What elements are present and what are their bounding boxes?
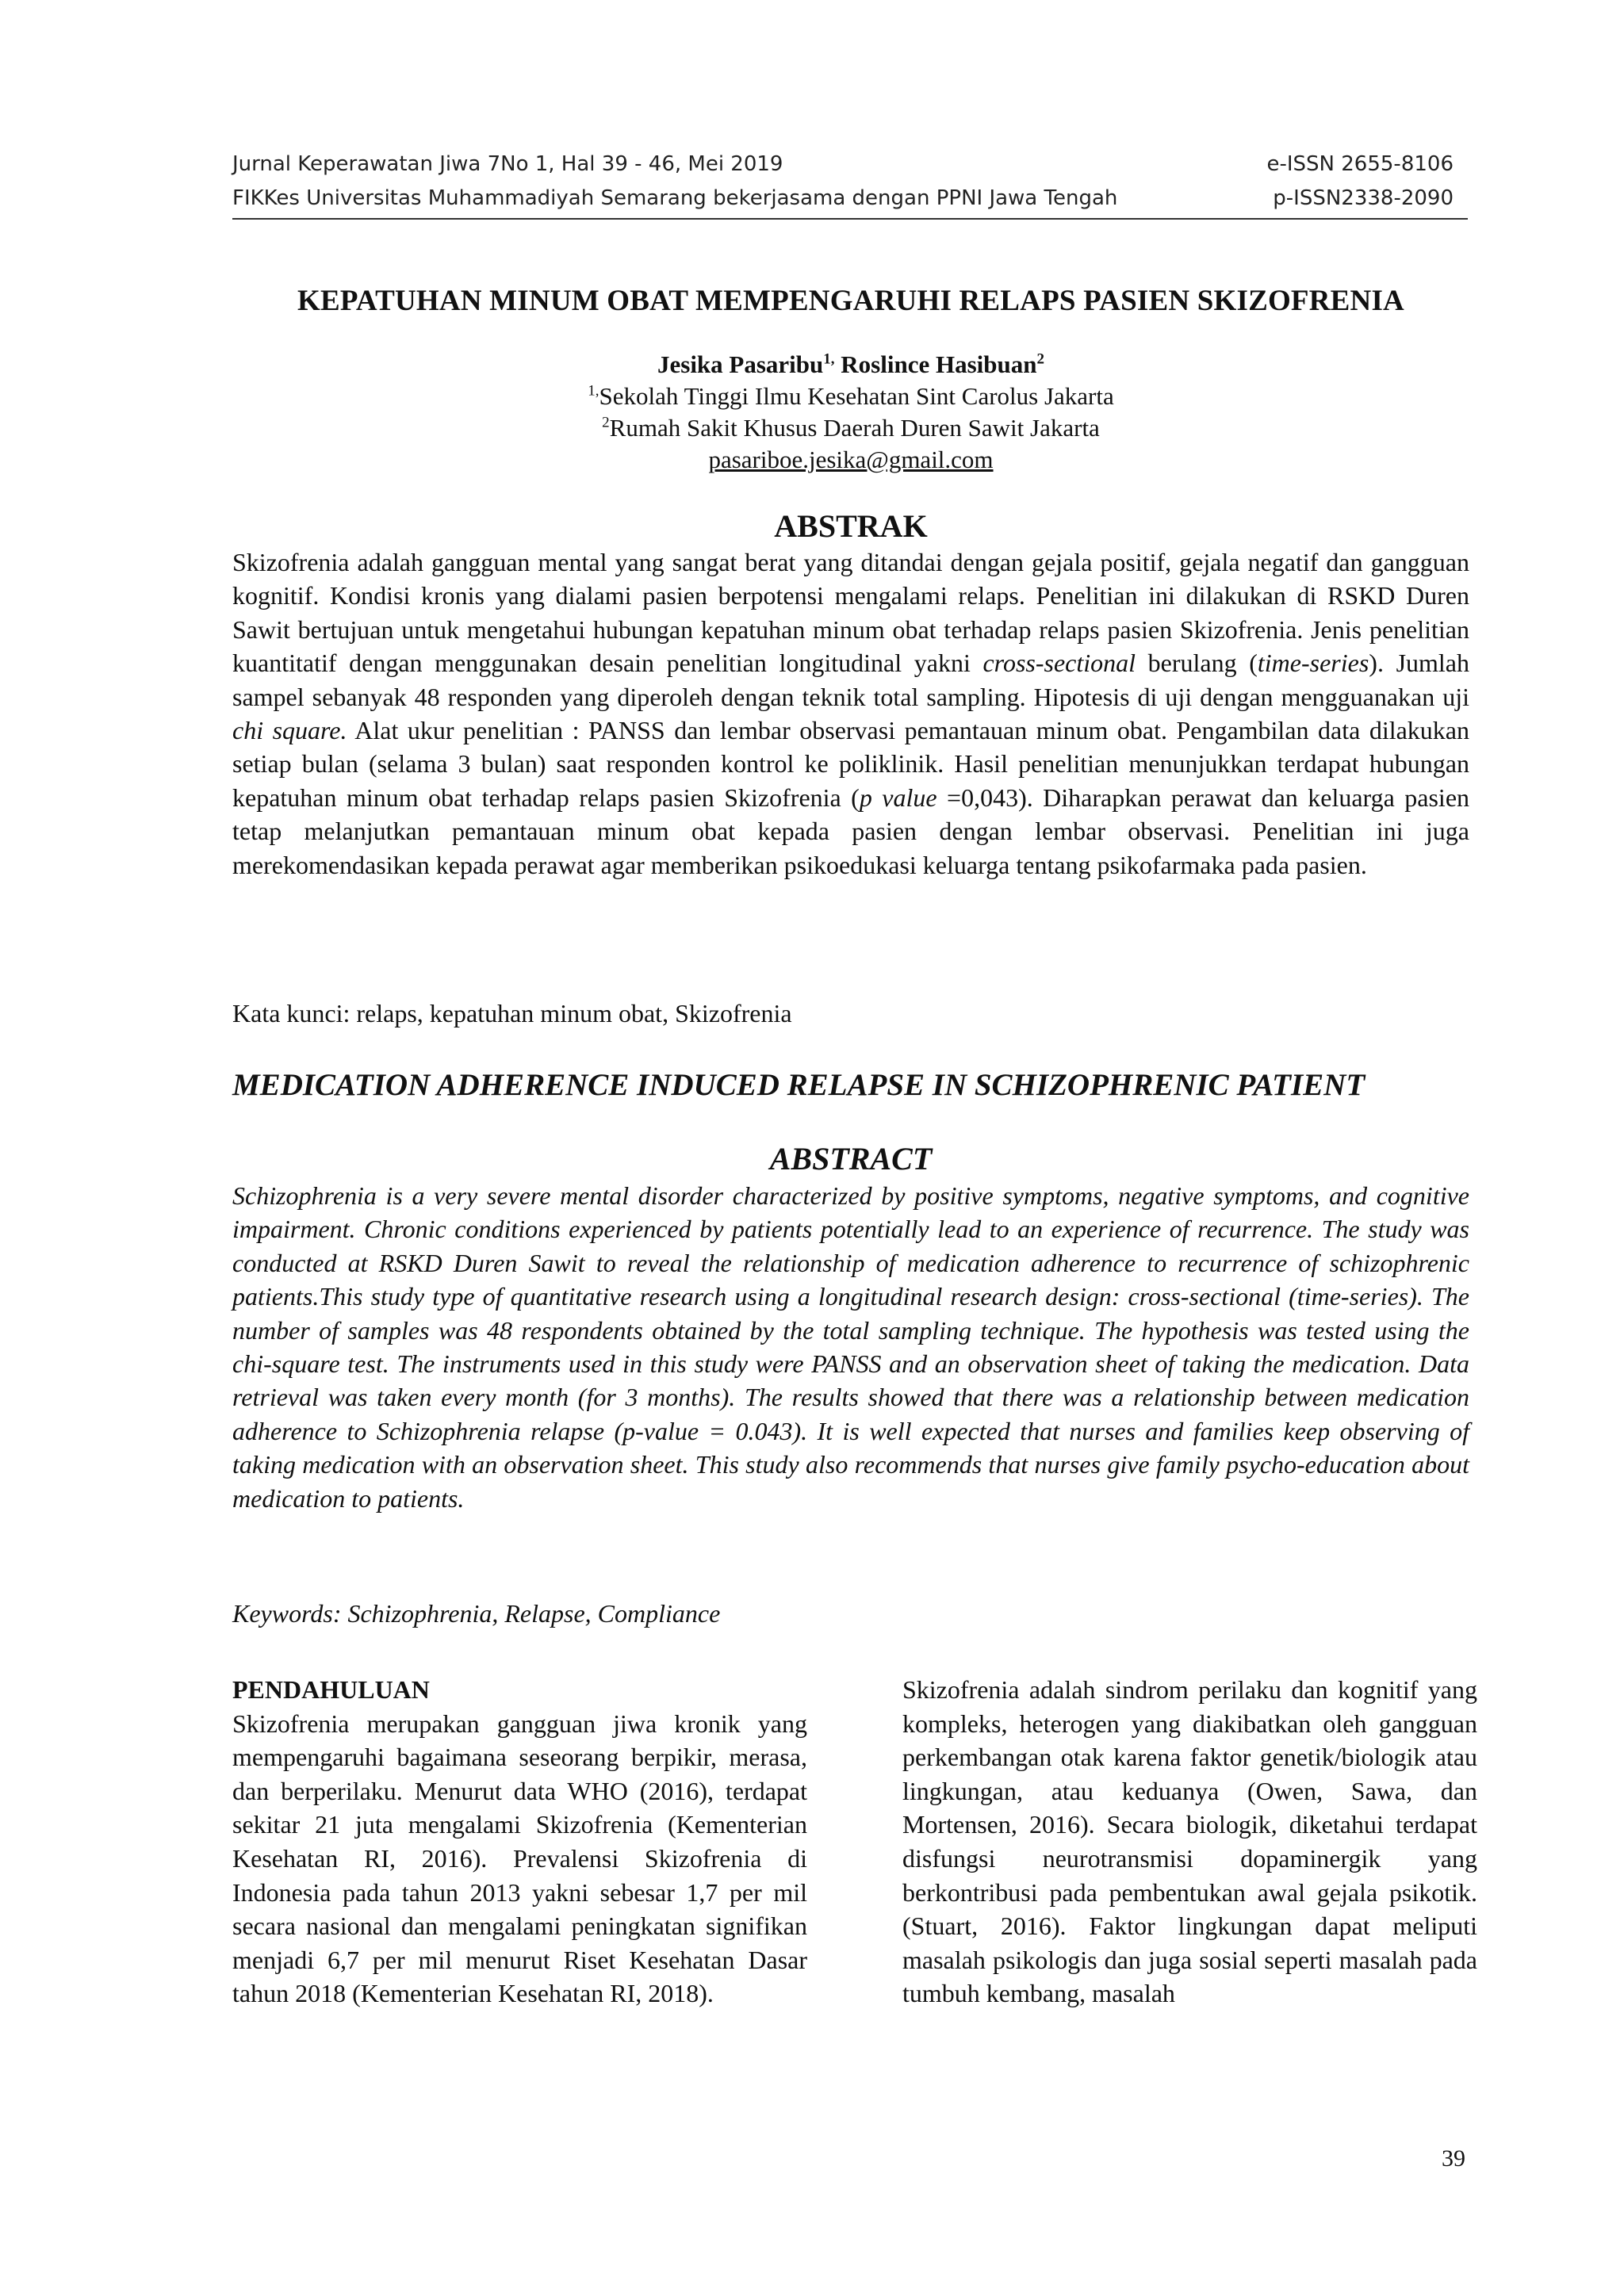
keywords: Keywords: Schizophrenia, Relapse, Compliance [232, 1599, 721, 1628]
header-rule [232, 218, 1468, 220]
affiliation-2: $^2$Rumah Sakit Khusus Daerah Duren Sawit Jakarta [602, 414, 1100, 442]
pendahuluan-left-text: Skizofrenia merupakan gangguan jiwa kronik yang mempengaruhi bagaimana seseorang berpikir, merasa, dan berperilaku. Menurut data WHO (2016), terdapat sekitar 21 juta mengalami Skizofrenia (Kementerian Kesehatan RI, 2016). Prevalensi Skizofrenia di Indonesia pada tahun 2013 yakni sebesar 1,7 per mil secara nasional dan mengalami peningkatan signifikan menjadi 6,7 per mil menurut Riset Kesehatan Dasar tahun 2018 (Kementerian Kesehatan RI, 2018). [232, 1709, 807, 2008]
author-2-sup: 2 [1036, 350, 1044, 368]
pendahuluan-heading: PENDAHULUAN [232, 1675, 430, 1704]
running-header-row-2 [232, 182, 1454, 216]
pissn: p-ISSN2338-2090 [1273, 186, 1454, 210]
abstrak-heading: ABSTRAK [774, 508, 928, 544]
article-title: KEPATUHAN MINUM OBAT MEMPENGARUHI RELAPS PASIEN SKIZOFRENIA [297, 285, 1404, 317]
english-title: MEDICATION ADHERENCE INDUCED RELAPSE IN SCHIZOPHRENIC PATIENT [232, 1068, 1365, 1102]
author-email[interactable]: pasariboe.jesika@gmail.com [708, 446, 994, 473]
publisher-line: FIKKes Universitas Muhammadiyah Semarang bekerjasama dengan PPNI Jawa Tengah [232, 186, 1118, 210]
running-header [232, 147, 1454, 216]
column-left [232, 1673, 807, 2011]
author-names [232, 349, 1469, 381]
kata-kunci: Kata kunci: relaps, kepatuhan minum obat, Skizofrenia [232, 999, 792, 1027]
abstract-body: Schizophrenia is a very severe mental disorder characterized by positive symptoms, negative symptoms, and cognitive impairment. Chronic conditions experienced by patients potentially lead to an experience of recurrence. The study was conducted at RSKD Duren Sawit to reveal the relationship of medication adherence to recurrence of schizophrenic patients.This study type of quantitative research using a longitudinal research design: cross-sectional (time-series). The number of samples was 48 respondents obtained by the total sampling technique. The hypothesis was tested using the chi-square test. The instruments used in this study were PANSS and an observation sheet of taking the medication. Data retrieval was taken every month (for 3 months). The results showed that there was a relationship between medication adherence to Schizophrenia relapse (p-value = 0.043). It is well expected that nurses and families keep observing of taking medication with an observation sheet. This study also recommends that nurses give family psycho-education about medication to patients. [232, 1181, 1469, 1513]
abstract-heading: ABSTRACT [769, 1141, 933, 1177]
author-1: Jesika Pasaribu [657, 350, 824, 378]
pendahuluan-right-text: Skizofrenia adalah sindrom perilaku dan kognitif yang kompleks, heterogen yang diakibatkan oleh gangguan perkembangan otak karena faktor genetik/biologik atau lingkungan, atau keduanya (Owen, Sawa, dan Mortensen, 2016). Secara biologik, diketahui terdapat disfungsi neurotransmisi dopaminergik yang berkontribusi pada pembentukan awal gejala psikotik. (Stuart, 2016). Faktor lingkungan dapat meliputi masalah psikologis dan juga sosial seperti masalah pada tumbuh kembang, masalah [902, 1675, 1477, 2008]
author-block [232, 349, 1469, 476]
affiliation-1: $^{1,}$Sekolah Tinggi Ilmu Kesehatan Sint Carolus Jakarta [588, 382, 1114, 410]
author-2: Roslince Hasibuan [841, 350, 1037, 378]
page-number: 39 [1442, 2145, 1465, 2172]
eissn: e-ISSN 2655-8106 [1266, 152, 1454, 176]
author-1-sup: 1, [823, 350, 835, 368]
running-header-row-1 [232, 147, 1454, 182]
abstrak-body: Skizofrenia adalah gangguan mental yang sangat berat yang ditandai dengan gejala positif, gejala negatif dan gangguan kognitif. Kondisi kronis yang dialami pasien berpotensi mengalami relaps. Penelitian ini dilakukan di RSKD Duren Sawit bertujuan untuk mengetahui hubungan kepatuhan minum obat terhadap relaps pasien Skizofrenia. Jenis penelitian kuantitatif dengan menggunakan desain penelitian longitudinal yakni cross-sectional berulang (time-series). Jumlah sampel sebanyak 48 responden yang diperoleh dengan teknik total sampling. Hipotesis di uji dengan mengguanakan uji chi square. Alat ukur penelitian : PANSS dan lembar observasi pemantauan minum obat. Pengambilan data dilakukan setiap bulan (selama 3 bulan) saat responden kontrol ke poliklinik. Hasil penelitian menunjukkan terdapat hubungan kepatuhan minum obat terhadap relaps pasien Skizofrenia (p value =0,043). Diharapkan perawat dan keluarga pasien tetap melanjutkan pemantauan minum obat kepada pasien dengan lembar observasi. Penelitian ini juga merekomendasikan kepada perawat agar memberikan psikoedukasi keluarga tentang psikofarmaka pada pasien. [232, 548, 1470, 879]
journal-citation: Jurnal Keperawatan Jiwa 7No 1, Hal 39 - 46, Mei 2019 [232, 152, 783, 176]
column-right [902, 1673, 1477, 2011]
